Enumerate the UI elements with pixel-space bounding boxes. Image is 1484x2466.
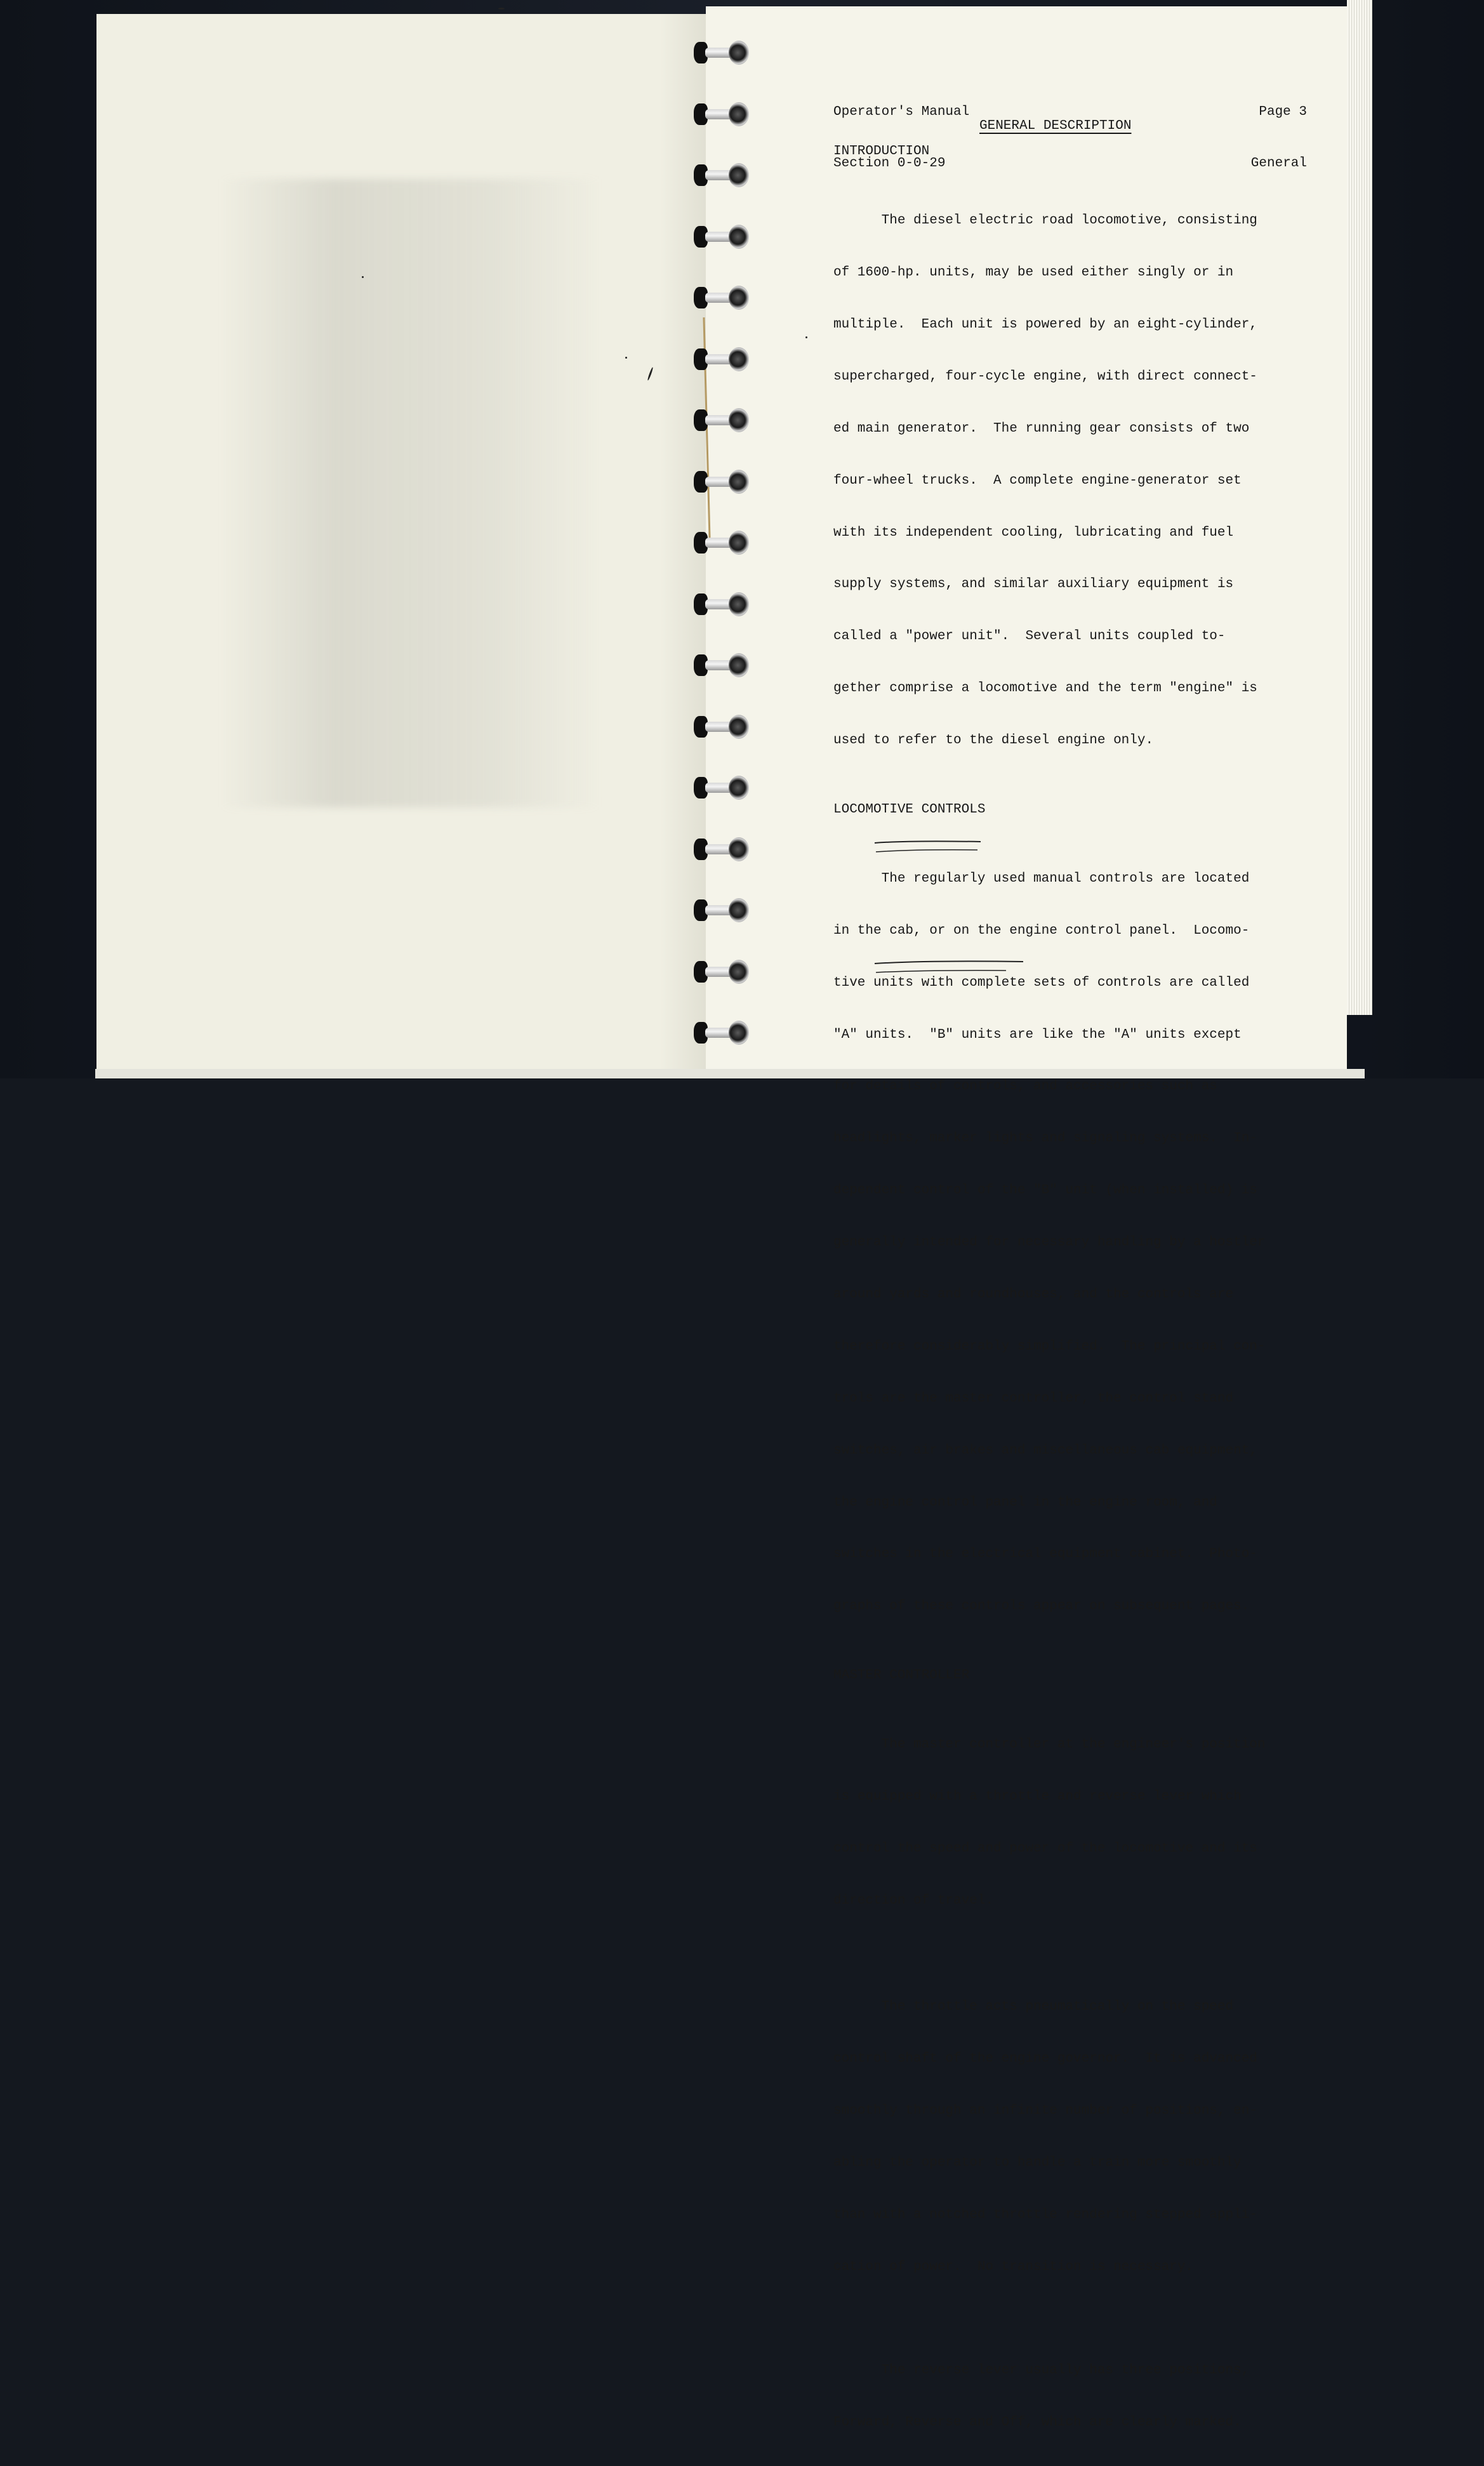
spiral-coil	[694, 407, 751, 434]
text-line: supercharged, four-cycle engine, with direct connect-	[833, 369, 1257, 384]
spiral-coil	[694, 774, 751, 801]
text-line: smoothly through an infinite number of positions, en-	[833, 2104, 1257, 2119]
spiral-coil	[694, 162, 751, 189]
text-line: dependent control of the "B" unit (when installed) is	[833, 1183, 1257, 1198]
text-line: around yards and roundhouses, and the controls are	[833, 1287, 1234, 1302]
spiral-coil	[694, 897, 751, 924]
text-line: headlights, marker lights and signaling systems. In-	[833, 1131, 1257, 1146]
spiral-coil	[694, 101, 751, 128]
spiral-coil	[694, 346, 751, 373]
text-line: in the cab, or on the engine control panel. Locomo-	[833, 923, 1250, 938]
text-line: multiple. Each unit is powered by an eight-cylinder,	[833, 317, 1257, 332]
text-line: graphs of these controls appear on subsequent pages.	[833, 1599, 1250, 1614]
text-line: control shaft of the engine governor. It is advanced	[833, 2052, 1257, 2067]
section-number: Section 0-0-29	[833, 156, 946, 171]
dust-speck	[625, 357, 627, 359]
spiral-coil	[694, 958, 751, 985]
reverse-lever-paragraph	[833, 2328, 1307, 2466]
heading-master-controller: MASTER CONTROLLER	[833, 1668, 970, 1683]
text-line: supply systems, and similar auxiliary equipment is	[833, 577, 1234, 592]
page-title: GENERAL DESCRIPTION	[979, 119, 1132, 133]
spiral-binding	[689, 39, 759, 1030]
text-line: with its independent cooling, lubricating and fuel	[833, 525, 1234, 540]
text-line-underlined: The reverse lever usually has three positions,	[833, 2363, 1250, 2378]
throttle-paragraph	[833, 1964, 1307, 2310]
header-left	[833, 69, 969, 207]
text-line: "A" units. "B" units are like the "A" units except	[833, 1027, 1242, 1042]
document-text	[833, 69, 1307, 2466]
text-line: cation of power. No transition is necessary.	[833, 2259, 1194, 2274]
text-line: switches, air brakes and miscellaneous cab equipment,	[833, 1443, 1257, 1458]
text-line: The regularly used manual controls are located	[833, 871, 1250, 886]
page-stack-edges	[1347, 0, 1372, 1015]
spiral-coil	[694, 284, 751, 311]
text-line: generally intended for necessary handling by a hostler	[833, 1235, 1266, 1250]
master-controller-paragraph	[833, 1702, 1307, 1944]
text-line: four-wheel trucks. A complete engine-generator set	[833, 473, 1242, 488]
text-line: the engine control panel in the engine room, and	[833, 1495, 1217, 1510]
text-line: abling the operator to handle a train more smoothly	[833, 2155, 1242, 2170]
text-line: trols are the master controller, the control stand	[833, 1391, 1234, 1406]
text-line: is equipped with a throttle and reverse lever which	[833, 1789, 1242, 1805]
text-line: control the speed and power of the locomotive and its	[833, 1841, 1257, 1856]
text-line: The diesel electric road locomotive, consisting	[833, 213, 1257, 229]
text-line: direction of travel.	[833, 1893, 994, 1908]
spiral-coil	[694, 713, 751, 740]
text-line: The master controller at the engineer's position	[833, 1737, 1266, 1753]
text-line: than with a notched throttle rendering stepped appli-	[833, 2207, 1257, 2222]
left-page-blank	[96, 14, 715, 1069]
text-line: called a "power unit". Several units coupled to-	[833, 629, 1226, 644]
text-line: for details of controls, and accessories such as	[833, 1079, 1217, 1094]
spiral-coil	[694, 468, 751, 495]
dust-speck	[805, 336, 807, 338]
text-line: ed main generator. The running gear consists of two	[833, 421, 1250, 436]
text-line-underlined: The throttle acts pneumatically on the speed	[833, 1999, 1234, 2015]
page-category: General	[1250, 156, 1307, 171]
left-page-bleedthrough	[220, 179, 601, 807]
dust-speck	[498, 8, 505, 10]
spiral-coil	[694, 39, 751, 66]
spiral-coil	[694, 529, 751, 556]
spiral-coil	[694, 591, 751, 618]
text-line: tive units with complete sets of controls are called	[833, 975, 1250, 990]
header-right	[1251, 69, 1307, 207]
spiral-coil	[694, 836, 751, 863]
dust-speck	[362, 276, 364, 278]
text-line: used to refer to the diesel engine only.	[833, 733, 1154, 748]
spiral-coil	[694, 223, 751, 250]
spiral-coil	[694, 652, 751, 679]
intro-paragraph	[833, 178, 1307, 784]
page-number: Page 3	[1259, 104, 1307, 119]
manual-name: Operator's Manual	[833, 104, 970, 119]
text-line: switches in the electrical equipment cabinet. Photo-	[833, 1547, 1257, 1562]
text-line: Forward, Reverse and Off, which are clearly marked.	[833, 2415, 1242, 2430]
heading-locomotive-controls: LOCOMOTIVE CONTROLS	[833, 802, 986, 817]
text-line: therefore considerably simplified. The principal con-	[833, 1339, 1266, 1354]
controls-paragraph	[833, 835, 1307, 1650]
text-line: gether comprise a locomotive and the term "engine" is	[833, 681, 1257, 696]
text-line: of 1600-hp. units, may be used either singly or in	[833, 265, 1234, 281]
heading-introduction: INTRODUCTION	[833, 144, 930, 159]
spiral-coil	[694, 1019, 751, 1046]
